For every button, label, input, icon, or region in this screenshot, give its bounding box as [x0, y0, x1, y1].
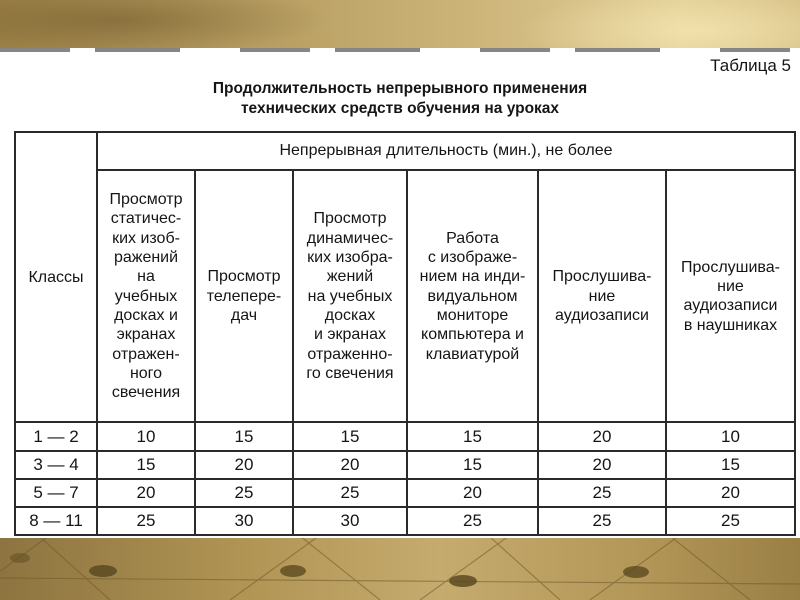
value-cell: 20 — [666, 479, 795, 507]
table-row — [15, 479, 795, 507]
value-cell: 20 — [538, 451, 666, 479]
table-row — [15, 507, 795, 535]
bottom-decor-band — [0, 538, 800, 600]
row-header-classes: Классы — [15, 132, 97, 422]
table-title-line-2: технических средств обучения на уроках — [240, 100, 560, 117]
value-cell: 25 — [195, 479, 293, 507]
table-title-line-1: Продолжительность непрерывного применения — [212, 80, 588, 97]
grade-cell: 8 — 11 — [15, 507, 97, 535]
table-row — [15, 451, 795, 479]
value-cell: 15 — [407, 451, 538, 479]
value-cell: 25 — [407, 507, 538, 535]
value-cell: 20 — [538, 422, 666, 450]
value-cell: 20 — [195, 451, 293, 479]
value-cell: 25 — [538, 479, 666, 507]
column-header: Прослушива- ние аудиозаписи в наушниках — [666, 170, 795, 422]
scan-edge-artifact — [0, 48, 800, 52]
value-cell: 15 — [195, 422, 293, 450]
column-header: Просмотр динамичес- ких изобра- жений на учебных досках и экранах отраженно- го свечения — [293, 170, 407, 422]
value-cell: 20 — [407, 479, 538, 507]
value-cell: 10 — [666, 422, 795, 450]
column-header: Работа с изображе- нием на инди- видуальном мониторе компьютера и клавиатурой — [407, 170, 538, 422]
value-cell: 20 — [97, 479, 195, 507]
grade-cell: 3 — 4 — [15, 451, 97, 479]
top-decor-band — [0, 0, 800, 48]
table-row — [15, 422, 795, 450]
column-header: Просмотр статичес- ких изоб- ражений на учебных досках и экранах отражен- ного свечения — [97, 170, 195, 422]
value-cell: 20 — [293, 451, 407, 479]
quilted-pattern — [0, 538, 800, 600]
document-slide — [0, 48, 800, 538]
value-cell: 15 — [293, 422, 407, 450]
value-cell: 15 — [666, 451, 795, 479]
group-header: Непрерывная длительность (мин.), не более — [97, 132, 795, 170]
value-cell: 25 — [293, 479, 407, 507]
value-cell: 10 — [97, 422, 195, 450]
value-cell: 25 — [538, 507, 666, 535]
column-header: Прослушива- ние аудиозаписи — [538, 170, 666, 422]
column-header: Просмотр телепере- дач — [195, 170, 293, 422]
value-cell: 25 — [666, 507, 795, 535]
value-cell: 30 — [293, 507, 407, 535]
duration-table — [14, 131, 796, 536]
table-number-label: Таблица 5 — [710, 56, 791, 75]
grade-cell: 1 — 2 — [15, 422, 97, 450]
value-cell: 30 — [195, 507, 293, 535]
value-cell: 15 — [407, 422, 538, 450]
value-cell: 25 — [97, 507, 195, 535]
grade-cell: 5 — 7 — [15, 479, 97, 507]
value-cell: 15 — [97, 451, 195, 479]
